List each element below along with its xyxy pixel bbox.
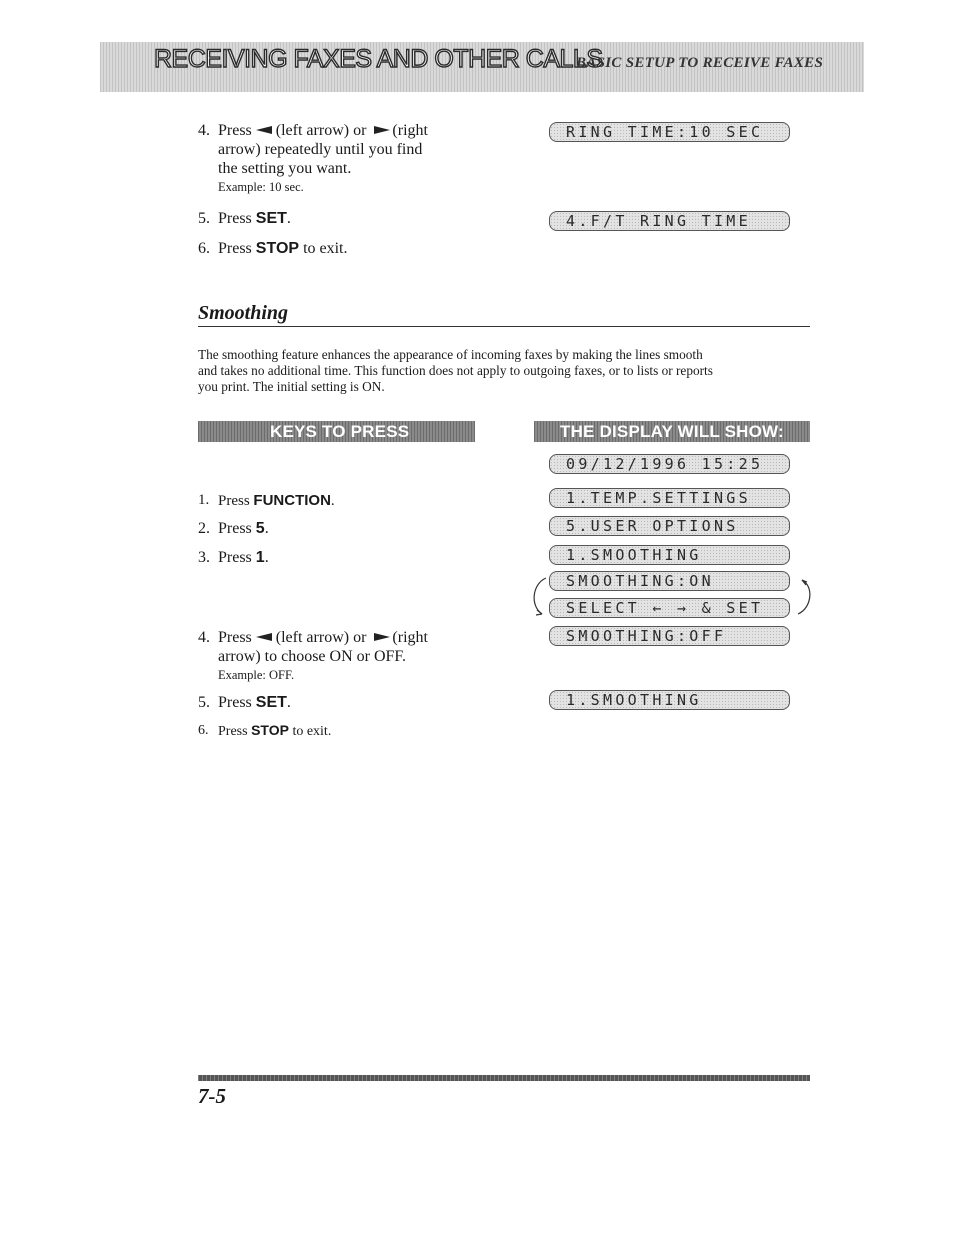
step-number: 5. bbox=[198, 210, 210, 227]
step-text-line: the setting you want. bbox=[218, 160, 352, 177]
step-end: to exit. bbox=[292, 724, 332, 739]
step-text bbox=[218, 628, 498, 647]
key-name: 1 bbox=[255, 549, 265, 566]
smoothing-step-4 bbox=[198, 628, 498, 683]
step-text bbox=[218, 491, 498, 511]
key-name: 5 bbox=[255, 520, 265, 537]
step-number: 6. bbox=[198, 723, 209, 738]
step-end: . bbox=[286, 694, 291, 711]
step-text bbox=[218, 209, 498, 228]
smoothing-step-1 bbox=[198, 491, 498, 511]
display-will-show-header bbox=[534, 421, 810, 442]
paragraph-line: and takes no additional time. This function does not apply to outgoing faxes, or to lists or reports bbox=[198, 363, 713, 378]
footer-rule bbox=[198, 1075, 810, 1081]
lcd-display: SELECT ← → & SET bbox=[549, 598, 790, 618]
alternate-left-arrow-icon bbox=[528, 574, 550, 620]
page-number: 7-5 bbox=[198, 1084, 226, 1108]
left-arrow-text: (left arrow) or bbox=[275, 629, 367, 646]
lcd-display: 1.TEMP.SETTINGS bbox=[549, 488, 790, 508]
lcd-display: RING TIME:10 SEC bbox=[549, 122, 790, 142]
step-end: . bbox=[286, 210, 291, 227]
press-word: Press bbox=[218, 520, 252, 537]
step-end: . bbox=[330, 493, 335, 509]
lcd-display: 1.SMOOTHING bbox=[549, 545, 790, 565]
step-end: to exit. bbox=[303, 240, 348, 257]
press-word: Press bbox=[218, 629, 252, 646]
step-number: 6. bbox=[198, 240, 210, 257]
section-title: Smoothing bbox=[198, 302, 289, 324]
ringtime-step-6 bbox=[198, 239, 498, 258]
step-text-line: arrow) repeatedly until you find bbox=[218, 141, 423, 158]
press-word: Press bbox=[218, 240, 252, 257]
step-text bbox=[218, 121, 498, 140]
step-example: Example: 10 sec. bbox=[218, 180, 304, 194]
key-name: FUNCTION bbox=[253, 492, 331, 509]
step-number: 1. bbox=[198, 492, 210, 508]
press-word: Press bbox=[218, 549, 252, 566]
section-divider bbox=[198, 326, 810, 327]
right-arrow-icon bbox=[374, 126, 390, 134]
step-number: 2. bbox=[198, 520, 210, 537]
key-name: SET bbox=[255, 694, 287, 711]
key-name: STOP bbox=[255, 240, 300, 257]
left-arrow-text: (left arrow) or bbox=[275, 122, 367, 139]
left-arrow-icon bbox=[256, 633, 272, 641]
step-number: 3. bbox=[198, 549, 210, 566]
step-text bbox=[218, 548, 498, 567]
press-word: Press bbox=[218, 122, 252, 139]
step-end: . bbox=[264, 520, 269, 537]
step-text bbox=[218, 721, 498, 741]
lcd-display: 09/12/1996 15:25 bbox=[549, 454, 790, 474]
lcd-display: 4.F/T RING TIME bbox=[549, 211, 790, 231]
step-text bbox=[218, 239, 498, 258]
step-text-line: arrow) to choose ON or OFF. bbox=[218, 648, 407, 665]
step-number: 5. bbox=[198, 694, 210, 711]
right-arrow-text: (right bbox=[392, 629, 428, 646]
right-arrow-text: (right bbox=[392, 122, 428, 139]
page-header bbox=[100, 42, 864, 92]
lcd-display: 5.USER OPTIONS bbox=[549, 516, 790, 536]
press-word: Press bbox=[218, 493, 250, 509]
step-text bbox=[218, 519, 498, 538]
chapter-title: RECEIVING FAXES AND OTHER CALLS bbox=[154, 45, 603, 73]
right-arrow-icon bbox=[374, 633, 390, 641]
paragraph-line: you print. The initial setting is ON. bbox=[198, 379, 385, 394]
step-text bbox=[218, 693, 498, 712]
paragraph-line: The smoothing feature enhances the appearance of incoming faxes by making the lines smooth bbox=[198, 347, 703, 362]
left-arrow-icon bbox=[256, 126, 272, 134]
step-end: . bbox=[264, 549, 269, 566]
ringtime-step-5 bbox=[198, 209, 498, 228]
key-name: SET bbox=[255, 210, 287, 227]
step-example: Example: OFF. bbox=[218, 668, 295, 682]
section-subtitle: BASIC SETUP TO RECEIVE FAXES bbox=[576, 55, 824, 71]
lcd-display: SMOOTHING:ON bbox=[549, 571, 790, 591]
smoothing-step-3 bbox=[198, 548, 498, 567]
display-header-label: THE DISPLAY WILL SHOW: bbox=[560, 422, 784, 441]
press-word: Press bbox=[218, 210, 252, 227]
press-word: Press bbox=[218, 694, 252, 711]
intro-paragraph bbox=[198, 347, 818, 395]
keys-to-press-header bbox=[198, 421, 475, 442]
alternate-right-arrow-icon bbox=[794, 574, 816, 620]
smoothing-step-6 bbox=[198, 721, 498, 741]
ringtime-step-4 bbox=[198, 121, 498, 195]
lcd-display: SMOOTHING:OFF bbox=[549, 626, 790, 646]
step-number: 4. bbox=[198, 122, 210, 139]
smoothing-step-2 bbox=[198, 519, 498, 538]
smoothing-step-5 bbox=[198, 693, 498, 712]
keys-header-label: KEYS TO PRESS bbox=[270, 422, 410, 441]
key-name: STOP bbox=[251, 722, 289, 738]
step-number: 4. bbox=[198, 629, 210, 646]
lcd-display: 1.SMOOTHING bbox=[549, 690, 790, 710]
press-word: Press bbox=[218, 724, 248, 739]
